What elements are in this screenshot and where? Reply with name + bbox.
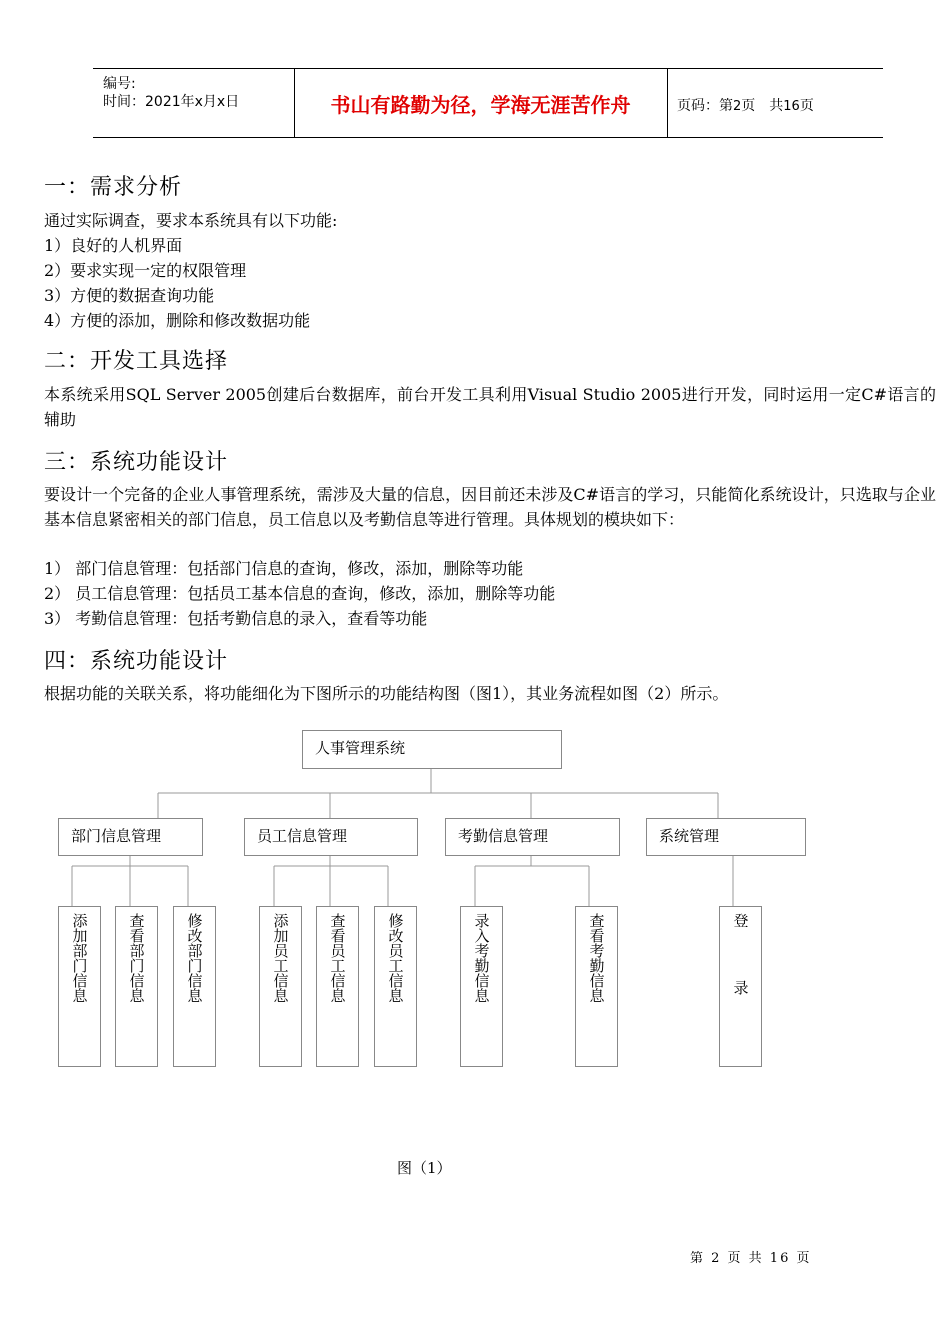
list-item: 3） 考勤信息管理：包括考勤信息的录入，查看等功能 [44, 609, 428, 628]
leaf-node-label: 录入考勤信息 [472, 913, 491, 1003]
module-node-label: 员工信息管理 [257, 827, 348, 845]
figure-caption: 图（1） [397, 1159, 452, 1177]
module-node-label: 系统管理 [659, 827, 720, 845]
page-footer: 第 2 页 共 16 页 [690, 1251, 812, 1266]
leaf-node-view-employee [316, 906, 359, 1067]
module-node-system [646, 818, 806, 856]
section-4-paragraph: 根据功能的关联关系，将功能细化为下图所示的功能结构图（图1），其业务流程如图（2）所示。 [44, 684, 729, 703]
section-2-paragraph: 本系统采用SQL Server 2005创建后台数据库，前台开发工具利用Visual Studio 2005进行开发，同时运用一定C#语言的辅助 [44, 385, 936, 429]
list-item: 1）良好的人机界面 [44, 236, 183, 255]
leaf-node-add-employee [259, 906, 302, 1067]
leaf-node-label: 查看考勤信息 [587, 913, 606, 1003]
module-node-label: 部门信息管理 [71, 827, 162, 845]
number-label: 编号: [103, 76, 136, 92]
page-current: 2 [733, 99, 742, 114]
page-mid: 页 共 [741, 98, 784, 114]
leaf-node-label: 登录 [731, 913, 750, 1047]
leaf-node-record-attendance [460, 906, 503, 1067]
section-heading-2: 二：开发工具选择 [44, 349, 229, 374]
text-line: 通过实际调查，要求本系统具有以下功能: [44, 211, 338, 230]
list-item: 2）要求实现一定的权限管理 [44, 261, 247, 280]
leaf-node-label: 查看员工信息 [328, 913, 347, 1003]
module-node-employee [244, 818, 418, 856]
page-total: 16 [783, 99, 800, 114]
list-item: 2） 员工信息管理：包括员工基本信息的查询，修改，添加，删除等功能 [44, 584, 556, 603]
section-3-paragraph: 要设计一个完备的企业人事管理系统，需涉及大量的信息，因目前还未涉及C#语言的学习，只能简化系统设计，只选取与企业基本信息紧密相关的部门信息，员工信息以及考勤信息等进行管理。具体规划的模块如下： [44, 485, 936, 529]
list-item: 4）方便的添加，删除和修改数据功能 [44, 311, 311, 330]
leaf-node-edit-department [173, 906, 216, 1067]
leaf-node-view-attendance [575, 906, 618, 1067]
list-item: 3）方便的数据查询功能 [44, 286, 215, 305]
leaf-node-edit-employee [374, 906, 417, 1067]
section-heading-4: 四：系统功能设计 [44, 649, 229, 674]
leaf-node-view-department [115, 906, 158, 1067]
module-node-label: 考勤信息管理 [458, 827, 549, 845]
section-heading-3: 三：系统功能设计 [44, 450, 229, 475]
header-motto: 书山有路勤为径，学海无涯苦作舟 [294, 69, 668, 137]
page-suffix: 页 [799, 98, 814, 114]
leaf-node-login [719, 906, 762, 1067]
page-prefix: 页码：第 [677, 98, 733, 114]
module-node-department [58, 818, 203, 856]
leaf-node-add-department [58, 906, 101, 1067]
diagram-root-node [302, 730, 562, 769]
section-heading-1: 一：需求分析 [44, 175, 183, 200]
leaf-node-label: 修改部门信息 [185, 913, 204, 1003]
leaf-node-label: 添加员工信息 [271, 913, 290, 1003]
module-node-attendance [445, 818, 620, 856]
root-node-label: 人事管理系统 [315, 739, 406, 757]
list-item: 1） 部门信息管理：包括部门信息的查询，修改，添加，删除等功能 [44, 559, 524, 578]
leaf-node-label: 查看部门信息 [127, 913, 146, 1003]
leaf-node-label: 添加部门信息 [70, 913, 89, 1003]
time-label: 时间：2021年x月x日 [103, 94, 240, 110]
leaf-node-label: 修改员工信息 [386, 913, 405, 1003]
